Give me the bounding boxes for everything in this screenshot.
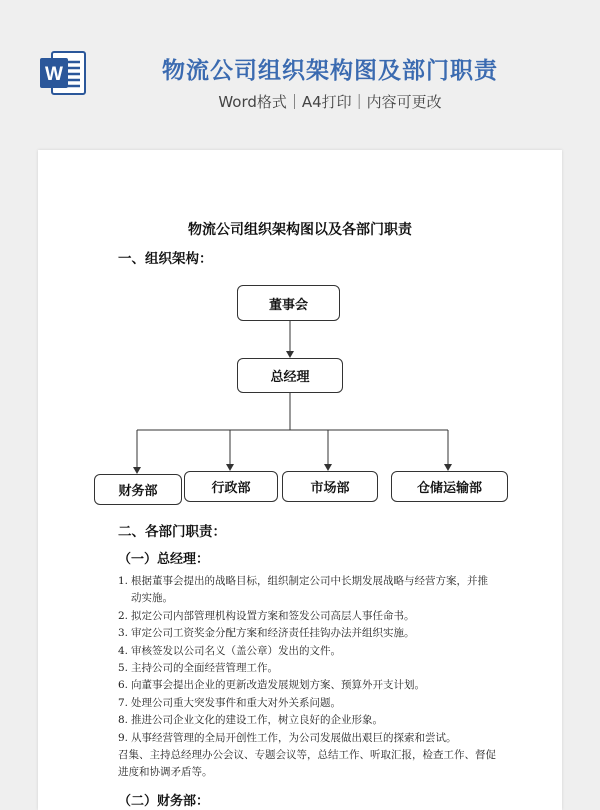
org-node-admin: 行政部 (184, 471, 278, 502)
list-item: 3. 审定公司工资奖金分配方案和经济责任挂钩办法并组织实施。 (118, 627, 415, 640)
list-item: 6. 向董事会提出企业的更新改造发展规划方案、预算外开支计划。 (118, 679, 425, 692)
org-node-general-manager: 总经理 (237, 358, 343, 393)
page-title: 物流公司组织架构图及部门职责 (162, 58, 498, 84)
org-node-finance: 财务部 (94, 474, 182, 505)
document-page (38, 150, 562, 810)
org-node-board: 董事会 (237, 285, 340, 321)
document-title: 物流公司组织架构图以及各部门职责 (188, 222, 412, 238)
svg-text:W: W (45, 64, 63, 85)
list-item: 7. 处理公司重大突发事件和重大对外关系问题。 (118, 696, 341, 709)
header (0, 0, 600, 150)
list-item: 9. 从事经营管理的全局开创性工作，为公司发展做出艰巨的探索和尝试。 (118, 731, 457, 744)
list-item: 2. 拟定公司内部管理机构设置方案和签发公司高层人事任命书。 (118, 609, 415, 622)
sub-heading-gm: （一）总经理： (118, 552, 210, 567)
duty-list (118, 573, 498, 747)
list-item: 5. 主持公司的全面经营管理工作。 (118, 662, 278, 675)
list-item: 4. 审核签发以公司名义（盖公章）发出的文件。 (118, 644, 341, 657)
org-node-marketing: 市场部 (282, 471, 378, 502)
org-chart-connectors (38, 150, 562, 520)
sub-heading-finance: （二）财务部： (118, 794, 210, 809)
page-subtitle: Word格式｜A4打印｜内容可更改 (218, 93, 442, 111)
list-item: 8. 推进公司企业文化的建设工作，树立良好的企业形象。 (118, 714, 383, 727)
duty-extra-paragraph: 召集、主持总经理办公会议、专题会议等，总结工作、听取汇报，检查工作、督促进度和协调矛盾等。 (118, 749, 496, 779)
section-heading-duties: 二、各部门职责： (118, 524, 226, 540)
list-item: 1. 根据董事会提出的战略目标，组织制定公司中长期发展战略与经营方案，并推动实施。 (118, 575, 488, 605)
section-heading-org: 一、组织架构： (118, 251, 213, 267)
org-node-warehouse-transport: 仓储运输部 (391, 471, 508, 502)
word-icon (38, 48, 88, 98)
